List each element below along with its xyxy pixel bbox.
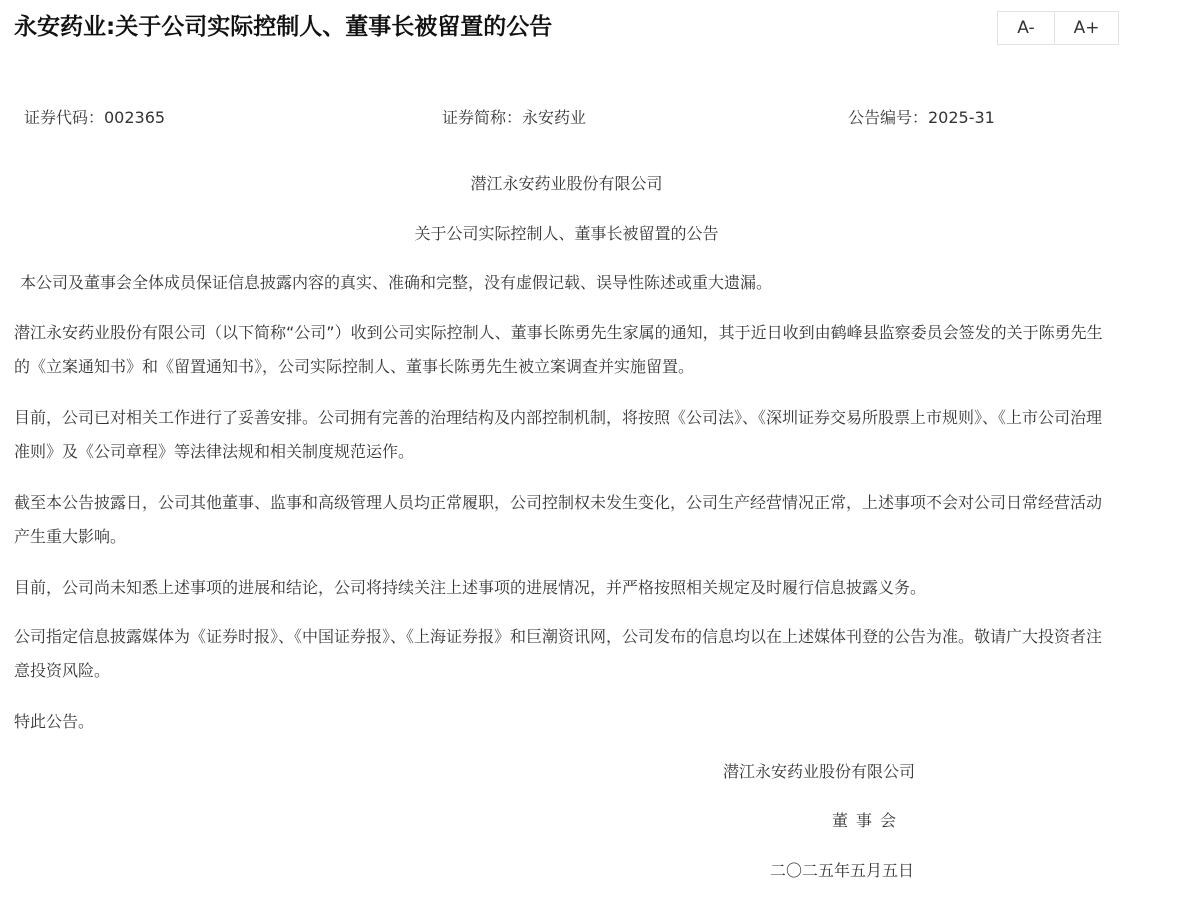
paragraph-operations: 截至本公告披露日，公司其他董事、监事和高级管理人员均正常履职，公司控制权未发生变化，公司生产经营情况正常，上述事项不会对公司日常经营活动产生重大影响。 [14,493,1103,546]
paragraph-closing: 特此公告。 [14,712,95,731]
page-title: 永安药业:关于公司实际控制人、董事长被留置的公告 [14,14,553,40]
paragraph-media: 公司指定信息披露媒体为《证券时报》、《中国证券报》、《上海证券报》和巨潮资讯网，公司发布的信息均以在上述媒体刊登的公告为准。敬请广大投资者注意投资风险。 [14,627,1103,680]
font-decrease-button[interactable]: A- [998,12,1054,44]
paragraph-disclaimer: 本公司及董事会全体成员保证信息披露内容的真实、准确和完整，没有虚假记载、误导性陈述或重大遗漏。 [20,273,773,292]
company-name: 潜江永安药业股份有限公司 [470,174,663,193]
font-size-controls [997,11,1119,45]
signature-date: 二〇二五年五月五日 [770,861,915,880]
paragraph-arrangement: 目前，公司已对相关工作进行了妥善安排。公司拥有完善的治理结构及内部控制机制，将按照《公司法》、《深圳证券交易所股票上市规则》、《上市公司治理准则》及《公司章程》等法律法规和相关制度规范运作。 [14,408,1103,461]
security-abbreviation: 证券简称：永安药业 [442,108,587,127]
signature-company: 潜江永安药业股份有限公司 [723,762,916,781]
font-increase-button[interactable]: A+ [1054,12,1118,44]
paragraph-progress: 目前，公司尚未知悉上述事项的进展和结论，公司将持续关注上述事项的进展情况，并严格按照相关规定及时履行信息披露义务。 [14,578,927,597]
announcement-subtitle: 关于公司实际控制人、董事长被留置的公告 [414,224,719,243]
announcement-number: 公告编号：2025-31 [848,108,995,127]
security-code: 证券代码：002365 [24,108,166,127]
paragraph-notification: 潜江永安药业股份有限公司（以下简称“公司”）收到公司实际控制人、董事长陈勇先生家属的通知，其于近日收到由鹤峰县监察委员会签发的关于陈勇先生的《立案通知书》和《留置通知书》，公司实际控制人、董事长陈勇先生被立案调查并实施留置。 [14,323,1103,376]
signature-board: 董事会 [832,811,905,830]
